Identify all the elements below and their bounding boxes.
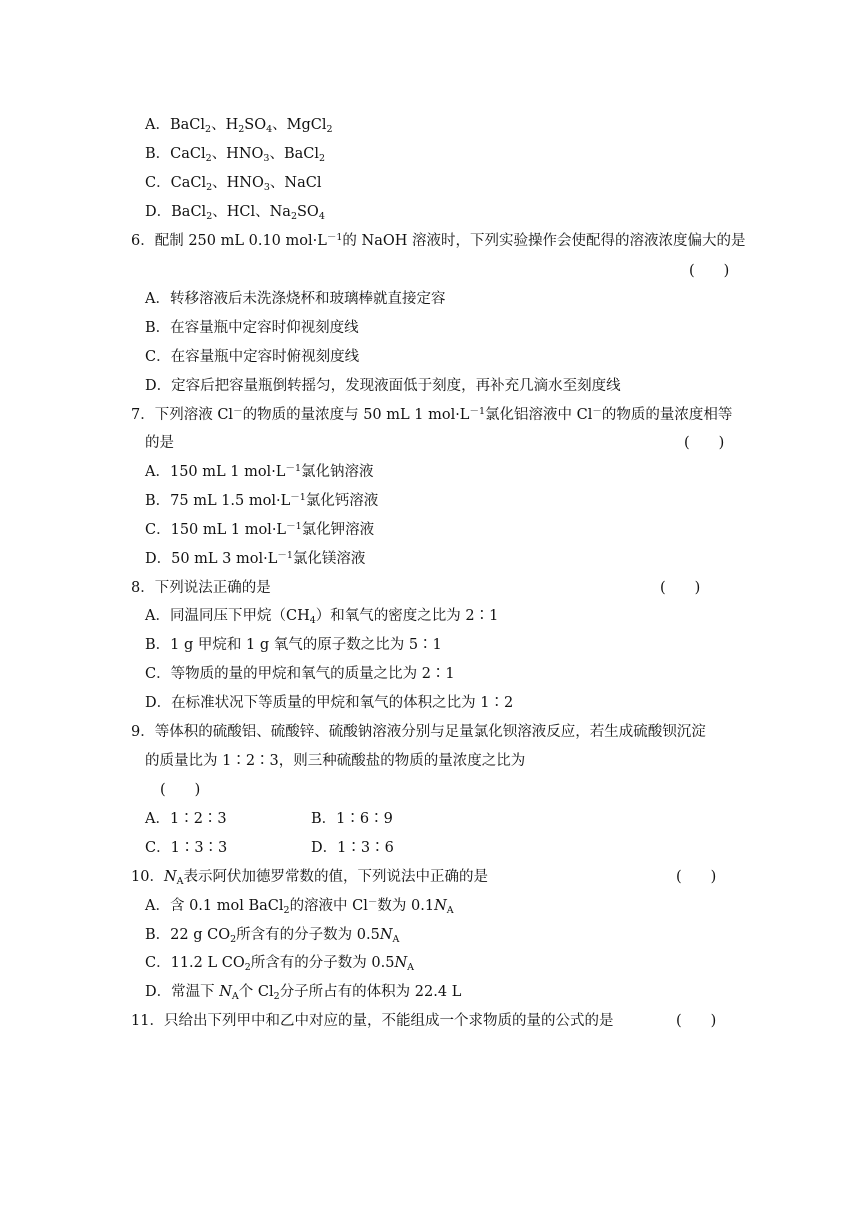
q9-option-c: C．1∶3∶3 [145,840,228,856]
q8-option-c: C．等物质的量的甲烷和氧气的质量之比为 2∶1 [145,666,455,682]
q10-answer-paren: ( ) [676,869,717,885]
q7-option-d: D．50 mL 3 $mol\cdot L^{-1}$氯化镁溶液 [145,550,366,567]
q7-stem-line1: 7．下列溶液 Cl－的物质的量浓度与 50 mL 1 $mol\cdot L^{-1}$氯化铝溶液中 Cl－的物质的量浓度相等 [131,406,733,423]
q11-stem: 11．只给出下列甲中和乙中对应的量，不能组成一个求物质的量的公式的是 [131,1013,614,1029]
q5-option-d: D．BaCl$_2$、HCl、$Na_2SO_4$ [145,204,325,222]
q10-option-c: C．11.2 L $CO_2$所含有的分子数为 $0.5N_A$ [145,955,414,973]
q5-option-b: B．CaCl$_2$、$HNO_3$、BaCl$_2$ [145,146,326,164]
q6-answer-paren: ( ) [689,263,730,279]
q6-option-d: D．定容后把容量瓶倒转摇匀，发现液面低于刻度，再补充几滴水至刻度线 [145,378,621,394]
q9-answer-paren: ( ) [160,782,201,798]
q6-option-a: A．转移溶液后未洗涤烧杯和玻璃棒就直接定容 [145,291,446,307]
q9-option-b: B．1∶6∶9 [311,811,393,827]
q7-option-a: A．150 mL 1 $mol\cdot L^{-1}$氯化钠溶液 [145,463,374,480]
q10-stem: 10．$N_A$表示阿伏加德罗常数的值，下列说法中正确的是 [131,869,489,887]
q7-stem-line2: 的是 [145,435,174,451]
q8-stem: 8．下列说法正确的是 [131,580,271,596]
q5-option-c: C．CaCl$_2$、$HNO_3$、NaCl [145,175,322,193]
q6-option-b: B．在容量瓶中定容时仰视刻度线 [145,320,359,336]
q10-option-d: D．常温下 $N_A$个 $Cl_2$分子所占有的体积为 22.4 L [145,984,462,1002]
q7-answer-paren: ( ) [684,435,725,451]
q7-option-c: C．150 mL 1 $mol\cdot L^{-1}$氯化钾溶液 [145,521,375,538]
q9-option-d: D．1∶3∶6 [311,840,394,856]
q8-option-d: D．在标准状况下等质量的甲烷和氧气的体积之比为 1∶2 [145,695,514,711]
q5-option-a: A．BaCl$_2$、$H_2SO_4$、MgCl$_2$ [145,117,333,135]
q9-option-a: A．1∶2∶3 [145,811,227,827]
q9-stem-line1: 9．等体积的硫酸铝、硫酸锌、硫酸钠溶液分别与足量氯化钡溶液反应，若生成硫酸钡沉淀 [131,724,706,740]
q9-stem-line2: 的质量比为 1∶2∶3，则三种硫酸盐的物质的量浓度之比为 [145,753,526,769]
q6-stem: 6．配制 250 mL 0.10 $mol\cdot L^{-1}$的 NaOH 溶液时，下列实验操作会使配得的溶液浓度偏大的是 [131,232,746,249]
q10-option-b: B．22 g $CO_2$所含有的分子数为 $0.5N_A$ [145,927,400,945]
q10-option-a: A．含 0.1 mol BaCl$_2$的溶液中 Cl－数为 $0.1N_A$ [145,897,454,916]
q8-answer-paren: ( ) [660,580,701,596]
q8-option-a: A．同温同压下甲烷$(CH_4)$和氧气的密度之比为 2∶1 [145,608,499,626]
q7-option-b: B．75 mL 1.5 $mol\cdot L^{-1}$氯化钙溶液 [145,492,379,509]
q6-option-c: C．在容量瓶中定容时俯视刻度线 [145,349,360,365]
q8-option-b: B．1 g 甲烷和 1 g 氧气的原子数之比为 5∶1 [145,637,442,653]
q11-answer-paren: ( ) [676,1013,717,1029]
